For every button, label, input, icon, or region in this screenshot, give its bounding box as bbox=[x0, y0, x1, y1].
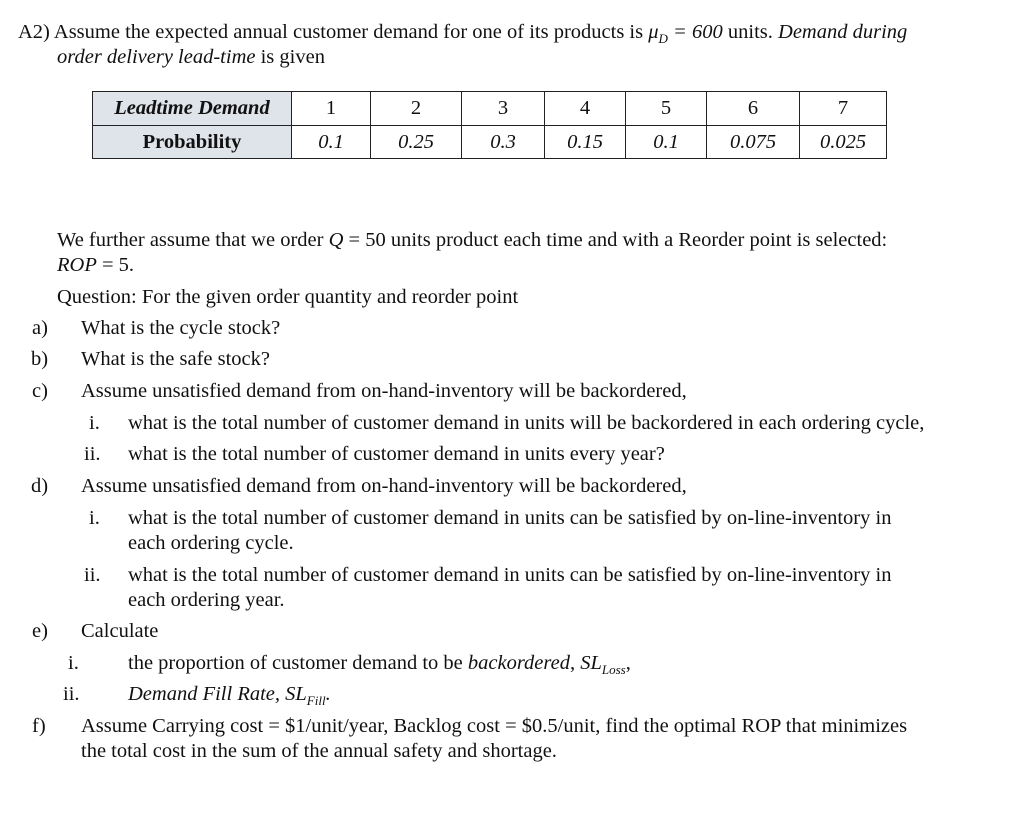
item-d-ii-text2: each ordering year. bbox=[128, 589, 285, 611]
item-c-i-text: what is the total number of customer demand in units will be backordered in each ordering cycle, bbox=[128, 412, 925, 434]
table-cell: 0.075 bbox=[707, 126, 800, 159]
table-header-leadtime: Leadtime Demand bbox=[93, 92, 292, 126]
item-e-i-label: i. bbox=[68, 652, 79, 674]
item-c-ii-text: what is the total number of customer demand in units every year? bbox=[128, 443, 665, 465]
question-intro: Question: For the given order quantity and reorder point bbox=[57, 286, 519, 308]
problem-heading-line2: order delivery lead-time is given bbox=[57, 46, 325, 68]
table-cell: 5 bbox=[626, 92, 707, 126]
item-d-i-text2: each ordering cycle. bbox=[128, 532, 294, 554]
item-a-text: What is the cycle stock? bbox=[81, 317, 281, 339]
item-e-ii-text: Demand Fill Rate, $SL_{Fill}$. bbox=[128, 683, 331, 709]
item-b-text: What is the safe stock? bbox=[81, 348, 270, 370]
leadtime-demand-table bbox=[92, 91, 887, 159]
item-d-ii-label: ii. bbox=[84, 564, 101, 586]
table-cell: 0.15 bbox=[545, 126, 626, 159]
item-d-label: d) bbox=[31, 475, 49, 497]
item-d-i-text1: what is the total number of customer demand in units can be satisfied by on-line-inventory in bbox=[128, 507, 892, 529]
item-d-i-label: i. bbox=[89, 507, 100, 529]
item-e-i-text: the proportion of customer demand to be backordered, $SL_{Loss}$, bbox=[128, 652, 631, 678]
item-d-ii-text1: what is the total number of customer demand in units can be satisfied by on-line-inventory in bbox=[128, 564, 892, 586]
table-cell: 2 bbox=[371, 92, 462, 126]
item-e-ii-label: ii. bbox=[63, 683, 80, 705]
table-row bbox=[93, 92, 887, 126]
table-cell: 7 bbox=[800, 92, 887, 126]
table-cell: 0.025 bbox=[800, 126, 887, 159]
table-row bbox=[93, 126, 887, 159]
table-cell: 6 bbox=[707, 92, 800, 126]
table-cell: 3 bbox=[462, 92, 545, 126]
item-e-label: e) bbox=[32, 620, 48, 642]
table-header-probability: Probability bbox=[93, 126, 292, 159]
problem-heading: A2) Assume the expected annual customer demand for one of its products is $\mu_D = 600$ units. Demand during bbox=[18, 21, 908, 47]
item-e-text: Calculate bbox=[81, 620, 159, 642]
table-cell: 0.1 bbox=[626, 126, 707, 159]
item-d-text: Assume unsatisfied demand from on-hand-inventory will be backordered, bbox=[81, 475, 687, 497]
table-cell: 0.3 bbox=[462, 126, 545, 159]
assumption-line1: We further assume that we order Q = 50 units product each time and with a Reorder point is selected: bbox=[57, 229, 888, 251]
item-c-label: c) bbox=[32, 380, 48, 402]
item-b-label: b) bbox=[31, 348, 49, 370]
item-f-label: f) bbox=[32, 715, 46, 737]
table-cell: 1 bbox=[292, 92, 371, 126]
item-c-text: Assume unsatisfied demand from on-hand-inventory will be backordered, bbox=[81, 380, 687, 402]
mu-symbol: μ bbox=[648, 21, 659, 43]
table-cell: 0.1 bbox=[292, 126, 371, 159]
item-a-label: a) bbox=[32, 317, 48, 339]
item-f-text1: Assume Carrying cost = $1/unit/year, Backlog cost = $0.5/unit, find the optimal ROP that minimizes bbox=[81, 715, 908, 737]
table-cell: 0.25 bbox=[371, 126, 462, 159]
item-c-ii-label: ii. bbox=[84, 443, 101, 465]
problem-label: A2) bbox=[18, 21, 50, 43]
table-cell: 4 bbox=[545, 92, 626, 126]
item-f-text2: the total cost in the sum of the annual safety and shortage. bbox=[81, 740, 557, 762]
item-c-i-label: i. bbox=[89, 412, 100, 434]
assumption-line2: ROP = 5. bbox=[57, 254, 135, 276]
